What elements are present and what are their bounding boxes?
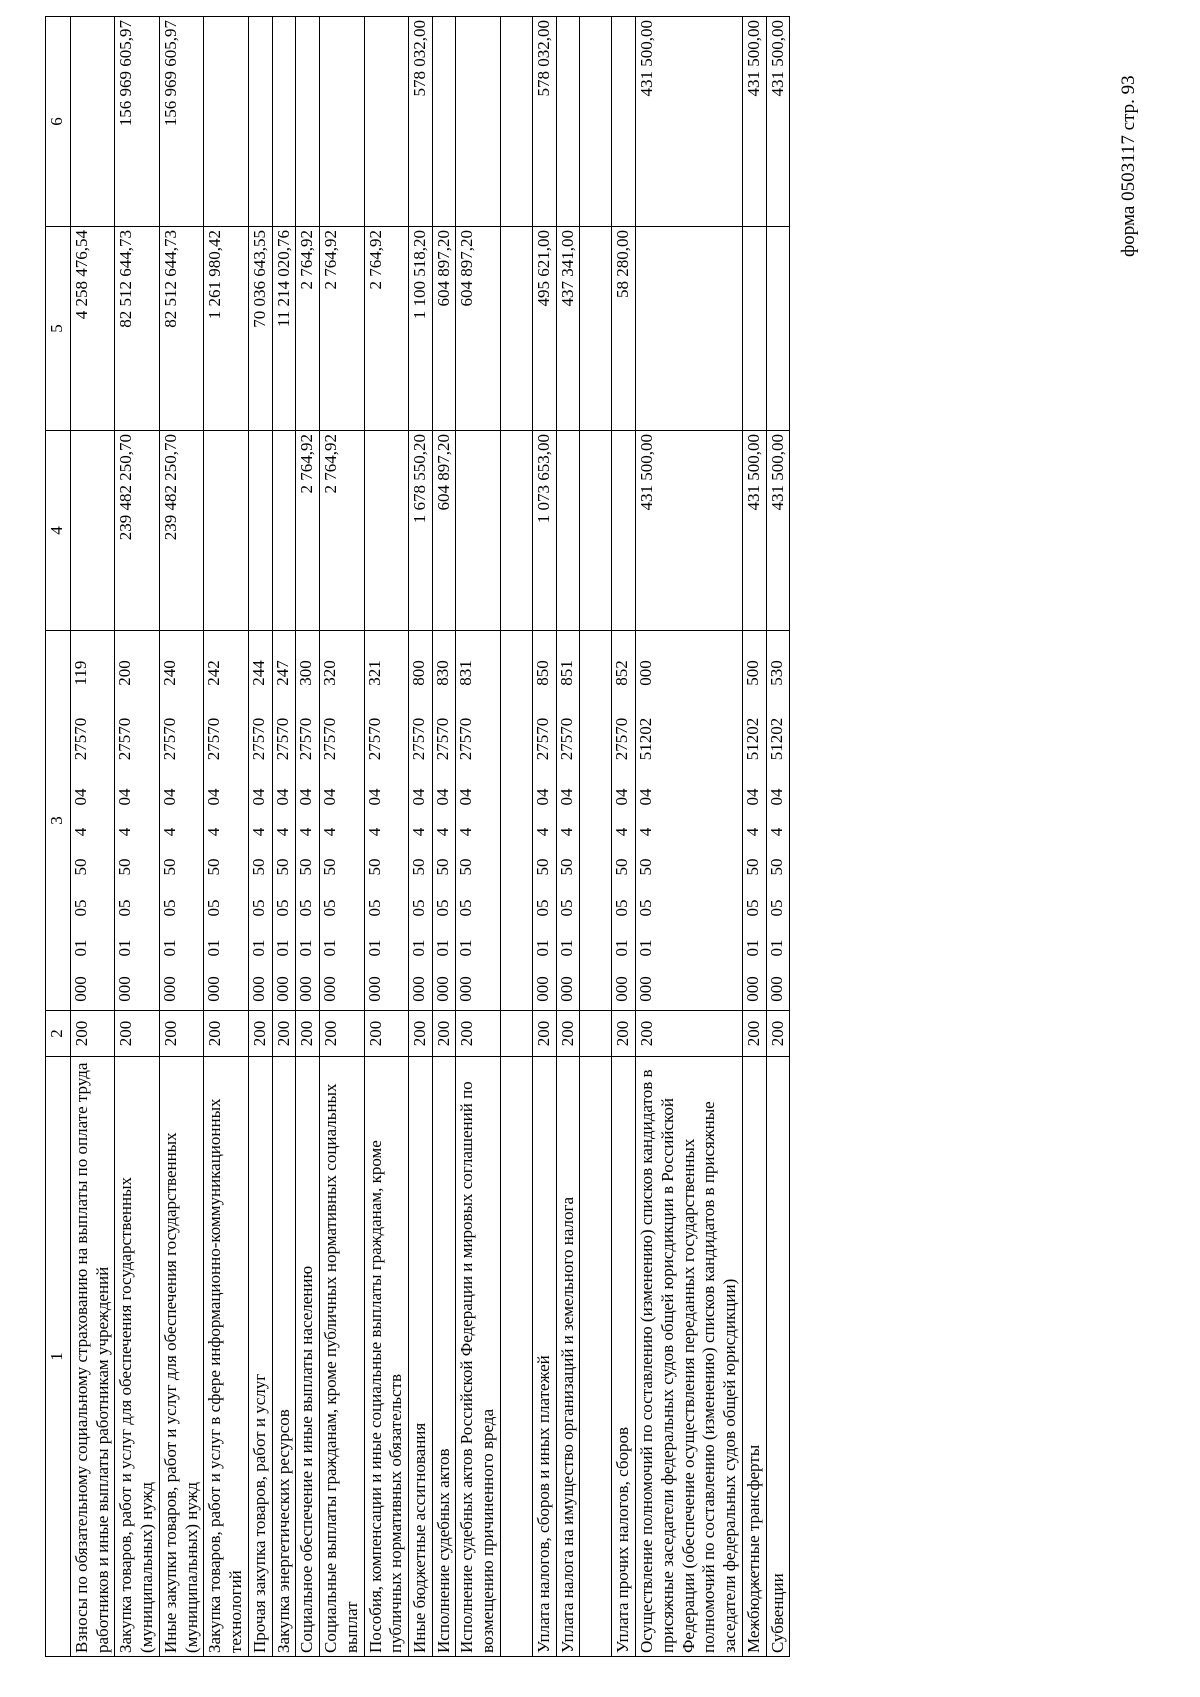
code-segment: 05 [272, 899, 292, 917]
code-segment: 50 [532, 858, 552, 876]
code-segment: 50 [71, 858, 90, 876]
code-segment: 05 [766, 899, 786, 917]
column-header: 5 [46, 227, 71, 431]
code-segment: 27570 [364, 717, 384, 761]
executed-amount: 437 341,00 [556, 227, 580, 431]
column-header: 4 [46, 431, 71, 631]
row-line-code: 200 [742, 1011, 766, 1057]
code-segment: 05 [320, 899, 340, 917]
code-segment: 27570 [159, 717, 179, 761]
row-name: Взносы по обязательному социальному страхованию на выплаты по оплате труда работников и иные выплаты работникам учреждений [71, 1057, 115, 1657]
code-segment: 4 [556, 827, 576, 837]
code-segment: 05 [456, 899, 476, 917]
code-segment: 4 [532, 827, 552, 837]
unexecuted-amount: 578 032,00 [532, 17, 556, 227]
row-name: Иные закупки товаров, работ и услуг для обеспечения государственных (муниципальных) нужд [159, 1057, 203, 1657]
code-segment: 000 [456, 976, 476, 1002]
table-row [204, 17, 248, 1657]
budget-table [45, 16, 790, 1657]
code-segment: 850 [532, 660, 552, 686]
unexecuted-amount: 431 500,00 [636, 17, 743, 227]
unexecuted-amount [71, 17, 115, 227]
code-segment: 50 [612, 858, 632, 876]
row-line-code: 200 [532, 1011, 556, 1057]
code-segment: 01 [766, 939, 786, 957]
code-segment: 51202 [766, 717, 786, 761]
row-name: Социальное обеспечение и иные выплаты населению [296, 1057, 320, 1657]
executed-amount [742, 227, 766, 431]
code-segment: 000 [742, 976, 762, 1002]
row-budget-code [456, 631, 500, 1011]
row-line-code: 200 [71, 1011, 115, 1057]
code-segment: 04 [742, 788, 762, 806]
row-budget-code [320, 631, 364, 1011]
code-segment: 27570 [296, 717, 316, 761]
table-row [364, 17, 408, 1657]
code-segment: 4 [432, 827, 452, 837]
code-segment: 04 [204, 788, 224, 806]
row-line-code: 200 [272, 1011, 296, 1057]
code-segment: 27570 [248, 717, 268, 761]
code-segment: 4 [272, 827, 292, 837]
approved-amount: 239 482 250,70 [159, 431, 203, 631]
code-segment: 04 [556, 788, 576, 806]
table-body [71, 17, 790, 1657]
approved-amount: 1 678 550,20 [409, 431, 433, 631]
code-segment: 01 [636, 939, 656, 957]
code-segment: 50 [556, 858, 576, 876]
code-segment: 04 [456, 788, 476, 806]
unexecuted-amount: 431 500,00 [742, 17, 766, 227]
code-segment: 01 [296, 939, 316, 957]
row-name: Исполнение судебных актов Российской Федерации и мировых соглашений по возмещению причиненного вреда [456, 1057, 500, 1657]
row-budget-code [532, 631, 556, 1011]
code-segment: 27570 [532, 717, 552, 761]
code-segment: 27570 [409, 717, 429, 761]
blank-row [500, 17, 532, 1657]
executed-amount: 604 897,20 [456, 227, 500, 431]
unexecuted-amount: 156 969 605,97 [159, 17, 203, 227]
approved-amount: 2 764,92 [296, 431, 320, 631]
executed-amount: 11 214 020,76 [272, 227, 296, 431]
unexecuted-amount: 431 500,00 [766, 17, 790, 227]
code-segment: 05 [432, 899, 452, 917]
table-row [272, 17, 296, 1657]
blank-cell [500, 1057, 532, 1657]
row-line-code: 200 [296, 1011, 320, 1057]
code-segment: 851 [556, 660, 576, 686]
code-segment: 05 [556, 899, 576, 917]
executed-amount: 1 261 980,42 [204, 227, 248, 431]
code-segment: 01 [115, 939, 135, 957]
code-segment: 244 [248, 660, 268, 686]
code-segment: 50 [636, 858, 656, 876]
code-segment: 50 [115, 858, 135, 876]
row-line-code: 200 [432, 1011, 456, 1057]
executed-amount: 604 897,20 [432, 227, 456, 431]
unexecuted-amount [556, 17, 580, 227]
table-row [766, 17, 790, 1657]
code-segment: 05 [364, 899, 384, 917]
approved-amount [556, 431, 580, 631]
row-name: Прочая закупка товаров, работ и услуг [248, 1057, 272, 1657]
code-segment: 05 [115, 899, 135, 917]
row-name: Иные бюджетные ассигнования [409, 1057, 433, 1657]
code-segment: 50 [432, 858, 452, 876]
unexecuted-amount [296, 17, 320, 227]
code-segment: 000 [115, 976, 135, 1002]
table-row [159, 17, 203, 1657]
blank-row [580, 17, 612, 1657]
approved-amount [364, 431, 408, 631]
code-segment: 50 [742, 858, 762, 876]
code-segment: 000 [204, 976, 224, 1002]
table-row [636, 17, 743, 1657]
code-segment: 800 [409, 660, 429, 686]
code-segment: 4 [766, 827, 786, 837]
approved-amount [248, 431, 272, 631]
code-segment: 000 [320, 976, 340, 1002]
form-label: форма 0503117 стр. 93 [1118, 75, 1139, 257]
blank-cell [580, 431, 612, 631]
blank-cell [580, 227, 612, 431]
code-segment: 27570 [272, 717, 292, 761]
code-segment: 50 [272, 858, 292, 876]
code-segment: 50 [766, 858, 786, 876]
row-budget-code [432, 631, 456, 1011]
code-segment: 04 [115, 788, 135, 806]
row-budget-code [115, 631, 159, 1011]
code-segment: 05 [532, 899, 552, 917]
code-segment: 50 [364, 858, 384, 876]
executed-amount: 495 621,00 [532, 227, 556, 431]
code-segment: 04 [612, 788, 632, 806]
code-segment: 51202 [742, 717, 762, 761]
code-segment: 01 [364, 939, 384, 957]
code-segment: 4 [320, 827, 340, 837]
row-name: Межбюджетные трансферты [742, 1057, 766, 1657]
code-segment: 242 [204, 660, 224, 686]
code-segment: 27570 [320, 717, 340, 761]
row-name: Субвенции [766, 1057, 790, 1657]
row-name: Закупка энергетических ресурсов [272, 1057, 296, 1657]
row-budget-code [766, 631, 790, 1011]
code-segment: 000 [159, 976, 179, 1002]
table-row [612, 17, 636, 1657]
code-segment: 4 [296, 827, 316, 837]
code-segment: 530 [766, 660, 786, 686]
row-budget-code [636, 631, 743, 1011]
table-row [71, 17, 115, 1657]
executed-amount: 58 280,00 [612, 227, 636, 431]
blank-cell [580, 17, 612, 227]
code-segment: 01 [612, 939, 632, 957]
code-segment: 4 [636, 827, 656, 837]
table-row [296, 17, 320, 1657]
column-header: 1 [46, 1057, 71, 1657]
executed-amount [636, 227, 743, 431]
code-segment: 4 [248, 827, 268, 837]
code-segment: 50 [204, 858, 224, 876]
approved-amount [272, 431, 296, 631]
approved-amount [456, 431, 500, 631]
row-line-code: 200 [766, 1011, 790, 1057]
code-segment: 04 [272, 788, 292, 806]
row-name: Пособия, компенсации и иные социальные выплаты гражданам, кроме публичных нормативных обязательств [364, 1057, 408, 1657]
code-segment: 27570 [432, 717, 452, 761]
row-line-code: 200 [204, 1011, 248, 1057]
row-budget-code [159, 631, 203, 1011]
approved-amount: 604 897,20 [432, 431, 456, 631]
row-budget-code [364, 631, 408, 1011]
code-segment: 04 [320, 788, 340, 806]
code-segment: 247 [272, 660, 292, 686]
executed-amount: 70 036 643,55 [248, 227, 272, 431]
row-budget-code [612, 631, 636, 1011]
column-header: 3 [46, 631, 71, 1011]
code-segment: 000 [636, 976, 656, 1002]
row-budget-code [272, 631, 296, 1011]
approved-amount: 431 500,00 [742, 431, 766, 631]
table-row [115, 17, 159, 1657]
row-line-code: 200 [248, 1011, 272, 1057]
code-segment: 05 [204, 899, 224, 917]
unexecuted-amount [612, 17, 636, 227]
code-segment: 01 [432, 939, 452, 957]
code-segment: 05 [742, 899, 762, 917]
executed-amount: 2 764,92 [296, 227, 320, 431]
code-segment: 27570 [456, 717, 476, 761]
code-segment: 4 [159, 827, 179, 837]
code-segment: 01 [456, 939, 476, 957]
code-segment: 05 [71, 899, 90, 917]
blank-cell [500, 227, 532, 431]
code-segment: 000 [364, 976, 384, 1002]
unexecuted-amount [204, 17, 248, 227]
code-segment: 852 [612, 660, 632, 686]
unexecuted-amount [248, 17, 272, 227]
executed-amount: 82 512 644,73 [115, 227, 159, 431]
code-segment: 4 [364, 827, 384, 837]
code-segment: 50 [248, 858, 268, 876]
code-segment: 04 [432, 788, 452, 806]
code-segment: 50 [296, 858, 316, 876]
table-row [432, 17, 456, 1657]
code-segment: 4 [204, 827, 224, 837]
approved-amount: 239 482 250,70 [115, 431, 159, 631]
code-segment: 04 [636, 788, 656, 806]
approved-amount: 1 073 653,00 [532, 431, 556, 631]
code-segment: 4 [456, 827, 476, 837]
blank-cell [500, 431, 532, 631]
row-line-code: 200 [320, 1011, 364, 1057]
row-line-code: 200 [636, 1011, 743, 1057]
code-segment: 04 [766, 788, 786, 806]
unexecuted-amount [272, 17, 296, 227]
code-segment: 200 [115, 660, 135, 686]
code-segment: 4 [612, 827, 632, 837]
row-budget-code [296, 631, 320, 1011]
code-segment: 300 [296, 660, 316, 686]
code-segment: 01 [159, 939, 179, 957]
row-budget-code [409, 631, 433, 1011]
code-segment: 04 [71, 788, 90, 806]
table-row [456, 17, 500, 1657]
code-segment: 320 [320, 660, 340, 686]
approved-amount [612, 431, 636, 631]
table-row [320, 17, 364, 1657]
table-row [556, 17, 580, 1657]
code-segment: 05 [248, 899, 268, 917]
approved-amount [71, 431, 115, 631]
code-segment: 4 [71, 827, 90, 837]
code-segment: 000 [532, 976, 552, 1002]
code-segment: 05 [296, 899, 316, 917]
column-header: 2 [46, 1011, 71, 1057]
row-name: Осуществление полномочий по составлению (изменению) списков кандидатов в присяжные заседатели федеральных судов общей юрисдикции в Российской Федерации (обеспечение осуществления переданных государственных полномочий по составлению (изменению) списков кандидатов в присяжные заседатели федеральных судов общей юрисдикции) [636, 1057, 743, 1657]
code-segment: 321 [364, 660, 384, 686]
blank-cell [580, 1057, 612, 1657]
unexecuted-amount [320, 17, 364, 227]
code-segment: 05 [409, 899, 429, 917]
code-segment: 05 [159, 899, 179, 917]
code-segment: 51202 [636, 717, 656, 761]
row-budget-code [204, 631, 248, 1011]
code-segment: 27570 [115, 717, 135, 761]
table-row [409, 17, 433, 1657]
code-segment: 240 [159, 660, 179, 686]
executed-amount: 2 764,92 [364, 227, 408, 431]
code-segment: 50 [159, 858, 179, 876]
code-segment: 000 [766, 976, 786, 1002]
column-number-row [46, 17, 71, 1657]
code-segment: 04 [159, 788, 179, 806]
executed-amount: 1 100 518,20 [409, 227, 433, 431]
code-segment: 000 [432, 976, 452, 1002]
code-segment: 27570 [612, 717, 632, 761]
unexecuted-amount: 578 032,00 [409, 17, 433, 227]
row-line-code: 200 [409, 1011, 433, 1057]
row-name: Уплата прочих налогов, сборов [612, 1057, 636, 1657]
code-segment: 000 [556, 976, 576, 1002]
code-segment: 000 [296, 976, 316, 1002]
code-segment: 01 [556, 939, 576, 957]
row-name: Социальные выплаты гражданам, кроме публичных нормативных социальных выплат [320, 1057, 364, 1657]
code-segment: 000 [612, 976, 632, 1002]
code-segment: 000 [71, 976, 90, 1002]
row-budget-code [556, 631, 580, 1011]
code-segment: 27570 [556, 717, 576, 761]
code-segment: 830 [432, 660, 452, 686]
blank-cell [500, 1011, 532, 1057]
executed-amount [766, 227, 790, 431]
code-segment: 01 [532, 939, 552, 957]
code-segment: 4 [409, 827, 429, 837]
code-segment: 01 [71, 939, 90, 957]
unexecuted-amount [432, 17, 456, 227]
code-segment: 05 [612, 899, 632, 917]
row-name: Закупка товаров, работ и услуг в сфере информационно-коммуникационных технологий [204, 1057, 248, 1657]
executed-amount: 4 258 476,54 [71, 227, 115, 431]
code-segment: 000 [248, 976, 268, 1002]
blank-cell [500, 17, 532, 227]
code-segment: 05 [636, 899, 656, 917]
code-segment: 27570 [204, 717, 224, 761]
code-segment: 01 [742, 939, 762, 957]
row-line-code: 200 [612, 1011, 636, 1057]
code-segment: 04 [364, 788, 384, 806]
approved-amount [204, 431, 248, 631]
row-line-code: 200 [456, 1011, 500, 1057]
approved-amount: 431 500,00 [766, 431, 790, 631]
code-segment: 50 [409, 858, 429, 876]
row-name: Уплата налога на имущество организаций и земельного налога [556, 1057, 580, 1657]
row-name: Закупка товаров, работ и услуг для обеспечения государственных (муниципальных) нужд [115, 1057, 159, 1657]
blank-cell [580, 1011, 612, 1057]
blank-cell [580, 631, 612, 1011]
code-segment: 04 [248, 788, 268, 806]
code-segment: 119 [71, 660, 90, 686]
code-segment: 01 [248, 939, 268, 957]
code-segment: 000 [636, 660, 656, 686]
table-row [248, 17, 272, 1657]
executed-amount: 2 764,92 [320, 227, 364, 431]
blank-cell [500, 631, 532, 1011]
unexecuted-amount: 156 969 605,97 [115, 17, 159, 227]
row-line-code: 200 [115, 1011, 159, 1057]
code-segment: 01 [409, 939, 429, 957]
code-segment: 50 [456, 858, 476, 876]
table-row [532, 17, 556, 1657]
row-line-code: 200 [364, 1011, 408, 1057]
code-segment: 04 [532, 788, 552, 806]
executed-amount: 82 512 644,73 [159, 227, 203, 431]
code-segment: 4 [115, 827, 135, 837]
code-segment: 4 [742, 827, 762, 837]
code-segment: 50 [320, 858, 340, 876]
code-segment: 04 [409, 788, 429, 806]
row-name: Исполнение судебных актов [432, 1057, 456, 1657]
row-name: Уплата налогов, сборов и иных платежей [532, 1057, 556, 1657]
unexecuted-amount [364, 17, 408, 227]
code-segment: 27570 [71, 717, 90, 761]
row-line-code: 200 [159, 1011, 203, 1057]
table-row [742, 17, 766, 1657]
column-header: 6 [46, 17, 71, 227]
code-segment: 04 [296, 788, 316, 806]
approved-amount: 2 764,92 [320, 431, 364, 631]
unexecuted-amount [456, 17, 500, 227]
code-segment: 000 [272, 976, 292, 1002]
code-segment: 01 [272, 939, 292, 957]
row-line-code: 200 [556, 1011, 580, 1057]
code-segment: 01 [204, 939, 224, 957]
code-segment: 500 [742, 660, 762, 686]
code-segment: 000 [409, 976, 429, 1002]
row-budget-code [71, 631, 115, 1011]
row-budget-code [742, 631, 766, 1011]
row-budget-code [248, 631, 272, 1011]
approved-amount: 431 500,00 [636, 431, 743, 631]
code-segment: 01 [320, 939, 340, 957]
code-segment: 831 [456, 660, 476, 686]
